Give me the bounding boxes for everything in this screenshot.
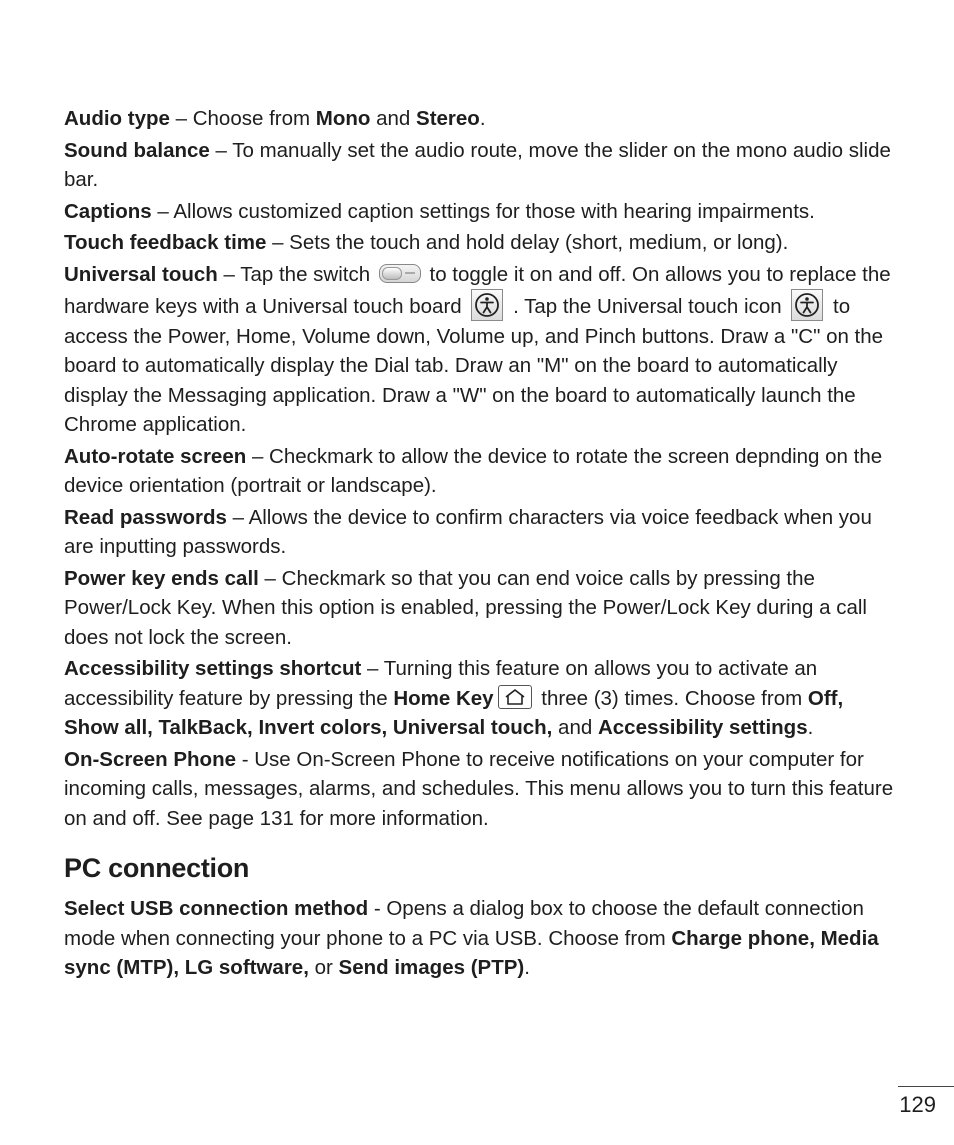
- universal-touch-icon: [791, 289, 823, 321]
- universal-touch-board-icon: [471, 289, 503, 321]
- entry-read-passwords: [64, 503, 900, 562]
- entry-sound-balance: [64, 136, 900, 195]
- entry-text: .: [807, 716, 814, 739]
- entry-text: – Choose from: [169, 107, 316, 130]
- term-touch-feedback-time: Touch feedback time: [64, 231, 267, 254]
- entry-text: – Sets the touch and hold delay (short, medium, or long).: [266, 231, 789, 254]
- term-read-passwords: Read passwords: [64, 505, 227, 529]
- term-captions: Captions: [64, 199, 152, 223]
- page-number: 129: [899, 1092, 936, 1117]
- entry-text: – Checkmark to allow the device to rotate the screen depnding on the device orientation (portrait or landscape).: [64, 444, 883, 497]
- entry-text: .: [479, 107, 486, 130]
- entry-text: – Allows customized caption settings for those with hearing impairments.: [151, 199, 815, 223]
- page-number-rule: [898, 1086, 954, 1087]
- section-heading-pc-connection: PC connection: [64, 853, 250, 883]
- entry-text: and: [370, 107, 417, 130]
- term-sound-balance: Sound balance: [64, 138, 210, 162]
- term-accessibility-settings-shortcut: Accessibility settings shortcut: [64, 657, 362, 680]
- entry-captions: [64, 197, 900, 227]
- term-select-usb-connection-method: Select USB connection method: [64, 897, 369, 920]
- entry-text: – To manually set the audio route, move the slider on the mono audio slide bar.: [64, 138, 891, 191]
- entry-select-usb-connection-method: [64, 894, 900, 983]
- entry-text: to toggle it on and off. On allows you to replace the hardware keys with a Universal touch board: [64, 262, 891, 318]
- entry-text: – Allows the device to confirm characters via voice feedback when you are inputting passwords.: [64, 505, 872, 558]
- term-power-key-ends-call: Power key ends call: [64, 566, 259, 590]
- entry-text: or: [308, 956, 339, 979]
- on-off-switch-icon: [379, 264, 421, 283]
- option-stereo: Stereo: [416, 107, 480, 130]
- term-on-screen-phone: On-Screen Phone: [64, 747, 237, 771]
- entry-auto-rotate-screen: [64, 442, 900, 501]
- term-universal-touch: Universal touch: [64, 262, 218, 286]
- entry-text: .: [524, 956, 530, 979]
- entry-text: three (3) times. Choose from: [535, 686, 808, 710]
- entry-text: . Tap the Universal touch icon: [507, 295, 788, 318]
- entry-touch-feedback-time: [64, 228, 900, 258]
- entry-text: – Checkmark so that you can end voice calls by pressing the Power/Lock Key. When this option is enabled, pressing the Power/Lock Key during a call does not lock the screen.: [64, 566, 867, 649]
- entry-audio-type: [64, 104, 900, 134]
- page-content: [64, 104, 900, 985]
- entry-power-key-ends-call: [64, 564, 900, 653]
- entry-universal-touch: [64, 260, 900, 440]
- entry-text: and: [552, 716, 598, 739]
- term-auto-rotate-screen: Auto-rotate screen: [64, 444, 247, 468]
- entry-text: - Use On-Screen Phone to receive notifications on your computer for incoming calls, messages, alarms, and schedules. This menu allows you to turn this feature on and off. See page 131 for more information.: [64, 747, 894, 830]
- home-key-label: Home Key: [393, 686, 494, 710]
- entry-text: – Tap the switch: [217, 262, 376, 286]
- entry-text: - Opens a dialog box to choose the default connection mode when connecting your phone to a PC via USB. Choose from: [64, 897, 864, 950]
- home-key-icon: [498, 685, 532, 709]
- entry-text: to access the Power, Home, Volume down, Volume up, and Pinch buttons. Draw a "C" on the board to automatically display the Dial tab. Draw an "M" on the board to automatically display the Messaging application. Draw a "W" on the board to automatically launch the Chrome application.: [64, 295, 884, 436]
- usb-mode-options: Charge phone, Media sync (MTP), LG software,: [64, 926, 879, 979]
- option-mono: Mono: [315, 107, 371, 130]
- entry-on-screen-phone: [64, 745, 900, 834]
- term-audio-type: Audio type: [64, 107, 170, 130]
- option-send-images-ptp: Send images (PTP): [338, 956, 525, 979]
- entry-accessibility-settings-shortcut: [64, 654, 900, 743]
- entry-text: – Turning this feature on allows you to activate an accessibility feature by pressing the: [64, 657, 818, 710]
- shortcut-options: Off, Show all, TalkBack, Invert colors, Universal touch,: [64, 686, 844, 739]
- option-accessibility-settings: Accessibility settings: [597, 716, 808, 739]
